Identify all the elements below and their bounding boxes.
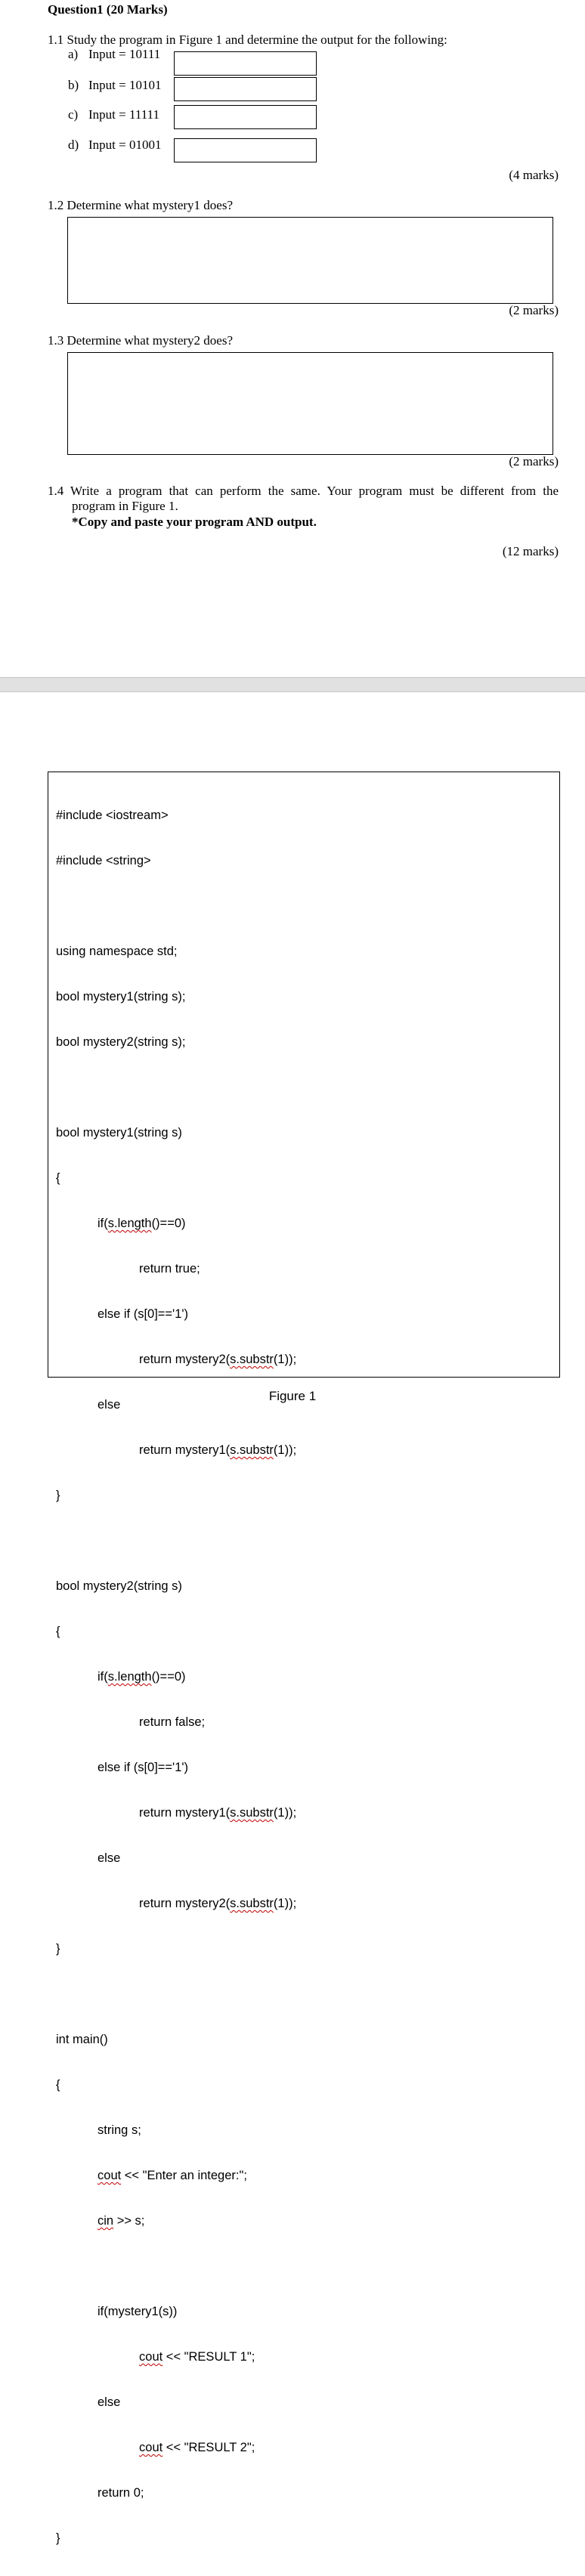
code-line: else (56, 1851, 121, 1865)
code-line: if(s.length()==0) (56, 1217, 186, 1230)
q1-1-item-a-text: Input = 10111 (88, 47, 161, 61)
answer-box-b[interactable] (174, 77, 317, 101)
q1-1-item-b-label: b) (68, 78, 79, 92)
q1-1-marks: (4 marks) (509, 168, 559, 182)
code-line: bool mystery1(string s); (56, 990, 186, 1003)
code-line: cout << "RESULT 2"; (139, 2441, 255, 2454)
code-listing (56, 778, 296, 2576)
code-line: return mystery1(s.substr(1)); (56, 1443, 297, 1457)
answer-box-d[interactable] (174, 138, 317, 162)
answer-box-mystery1[interactable] (67, 217, 553, 304)
code-line: int main() (56, 2033, 108, 2046)
figure-caption: Figure 1 (268, 1389, 317, 1403)
code-line: else if (s[0]=='1') (56, 1307, 189, 1321)
q1-3-prompt: 1.3 Determine what mystery2 does? (48, 333, 234, 348)
answer-box-a[interactable] (174, 51, 317, 76)
q1-2-marks: (2 marks) (509, 303, 559, 317)
q1-4-line2: program in Figure 1. (72, 499, 178, 513)
q1-1-item-c-label: c) (68, 107, 79, 122)
q1-1-item-b-text: Input = 10101 (88, 78, 162, 92)
code-line: if(mystery1(s)) (56, 2305, 178, 2318)
code-line: using namespace std; (56, 945, 178, 958)
code-line: { (56, 1171, 60, 1185)
code-line: cout << "Enter an integer:"; (98, 2169, 247, 2182)
code-line (56, 898, 296, 914)
code-line: return 0; (56, 2486, 144, 2500)
code-line: } (56, 2531, 60, 2545)
code-line: else (56, 2395, 121, 2409)
answer-box-mystery2[interactable] (67, 352, 553, 455)
code-line: } (56, 1942, 60, 1956)
q1-1-item-a-label: a) (68, 47, 79, 61)
code-line: return true; (56, 1262, 200, 1276)
code-line: bool mystery1(string s) (56, 1126, 182, 1140)
code-line: else if (s[0]=='1') (56, 1761, 189, 1774)
q1-1-item-d-label: d) (68, 138, 79, 152)
answer-box-c[interactable] (174, 105, 317, 129)
q1-2-prompt: 1.2 Determine what mystery1 does? (48, 198, 234, 212)
code-line: return mystery1(s.substr(1)); (56, 1806, 297, 1820)
code-line: return mystery2(s.substr(1)); (56, 1353, 297, 1366)
question-title: Question1 (20 Marks) (48, 2, 168, 17)
code-line (56, 1080, 296, 1095)
code-line (56, 1533, 296, 1548)
page-separator (0, 677, 585, 692)
q1-4-instruction: *Copy and paste your program AND output. (72, 515, 317, 529)
code-line: cin >> s; (98, 2214, 145, 2228)
code-line: else (56, 1398, 121, 1412)
code-line: return false; (56, 1715, 206, 1729)
q1-4-line1: 1.4 Write a program that can perform the same. Your program must be different from the (48, 484, 559, 498)
code-line: string s; (56, 2123, 141, 2137)
code-line: return mystery2(s.substr(1)); (56, 1897, 297, 1910)
code-line: #include <string> (56, 854, 151, 867)
code-line: { (56, 2078, 60, 2092)
code-line: if(s.length()==0) (56, 1670, 186, 1684)
q1-4-marks: (12 marks) (502, 544, 559, 558)
code-line: bool mystery2(string s); (56, 1035, 186, 1049)
code-line: { (56, 1625, 60, 1638)
q1-1-item-c-text: Input = 11111 (88, 107, 159, 122)
code-line: } (56, 1489, 60, 1502)
code-line: cout << "RESULT 1"; (139, 2350, 255, 2364)
q1-1-prompt: 1.1 Study the program in Figure 1 and determine the output for the following: (48, 32, 447, 47)
q1-1-item-d-text: Input = 01001 (88, 138, 162, 152)
q1-3-marks: (2 marks) (509, 454, 559, 469)
code-line: #include <iostream> (56, 809, 169, 822)
code-line: bool mystery2(string s) (56, 1579, 182, 1593)
code-line (56, 1987, 296, 2002)
code-line (56, 2259, 296, 2274)
